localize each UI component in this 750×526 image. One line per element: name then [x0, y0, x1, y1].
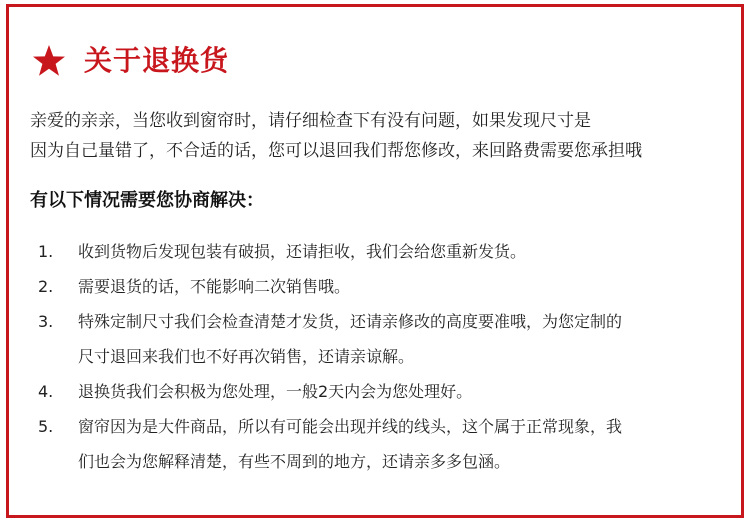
intro-line: 亲爱的亲亲，当您收到窗帘时，请仔细检查下有没有问题，如果发现尺寸是: [30, 111, 591, 131]
item-number: 2.: [38, 277, 54, 296]
list-item: [38, 409, 622, 479]
title-row: [32, 44, 229, 78]
page-title: 关于退换货: [84, 44, 230, 77]
item-text-continued: 们也会为您解释清楚，有些不周到的地方，还请亲多多包涵。: [78, 452, 511, 471]
list-item: [38, 304, 622, 374]
item-number: 5.: [38, 417, 54, 436]
star-icon: [32, 44, 66, 78]
list-item: [38, 234, 622, 269]
item-text-continued: 尺寸退回来我们也不好再次销售，还请亲谅解。: [78, 347, 415, 366]
intro-paragraph: [30, 106, 642, 166]
item-text: 收到货物后发现包装有破损，还请拒收，我们会给您重新发货。: [78, 242, 527, 261]
item-text: 窗帘因为是大件商品，所以有可能会出现并线的线头，这个属于正常现象，我: [78, 417, 623, 436]
item-number: 1.: [38, 242, 54, 261]
item-text: 特殊定制尺寸我们会检查清楚才发货，还请亲修改的高度要准哦，为您定制的: [78, 312, 623, 331]
section-heading: 有以下情况需要您协商解决：: [30, 190, 264, 211]
list-item: [38, 269, 622, 304]
item-text: 退换货我们会积极为您处理，一般2天内会为您处理好。: [78, 382, 473, 401]
item-number: 4.: [38, 382, 54, 401]
list-item: [38, 374, 622, 409]
intro-line: 因为自己量错了，不合适的话，您可以退回我们帮您修改，来回路费需要您承担哦: [30, 141, 642, 161]
item-number: 3.: [38, 312, 54, 331]
item-text: 需要退货的话，不能影响二次销售哦。: [78, 277, 351, 296]
conditions-list: [38, 234, 622, 479]
